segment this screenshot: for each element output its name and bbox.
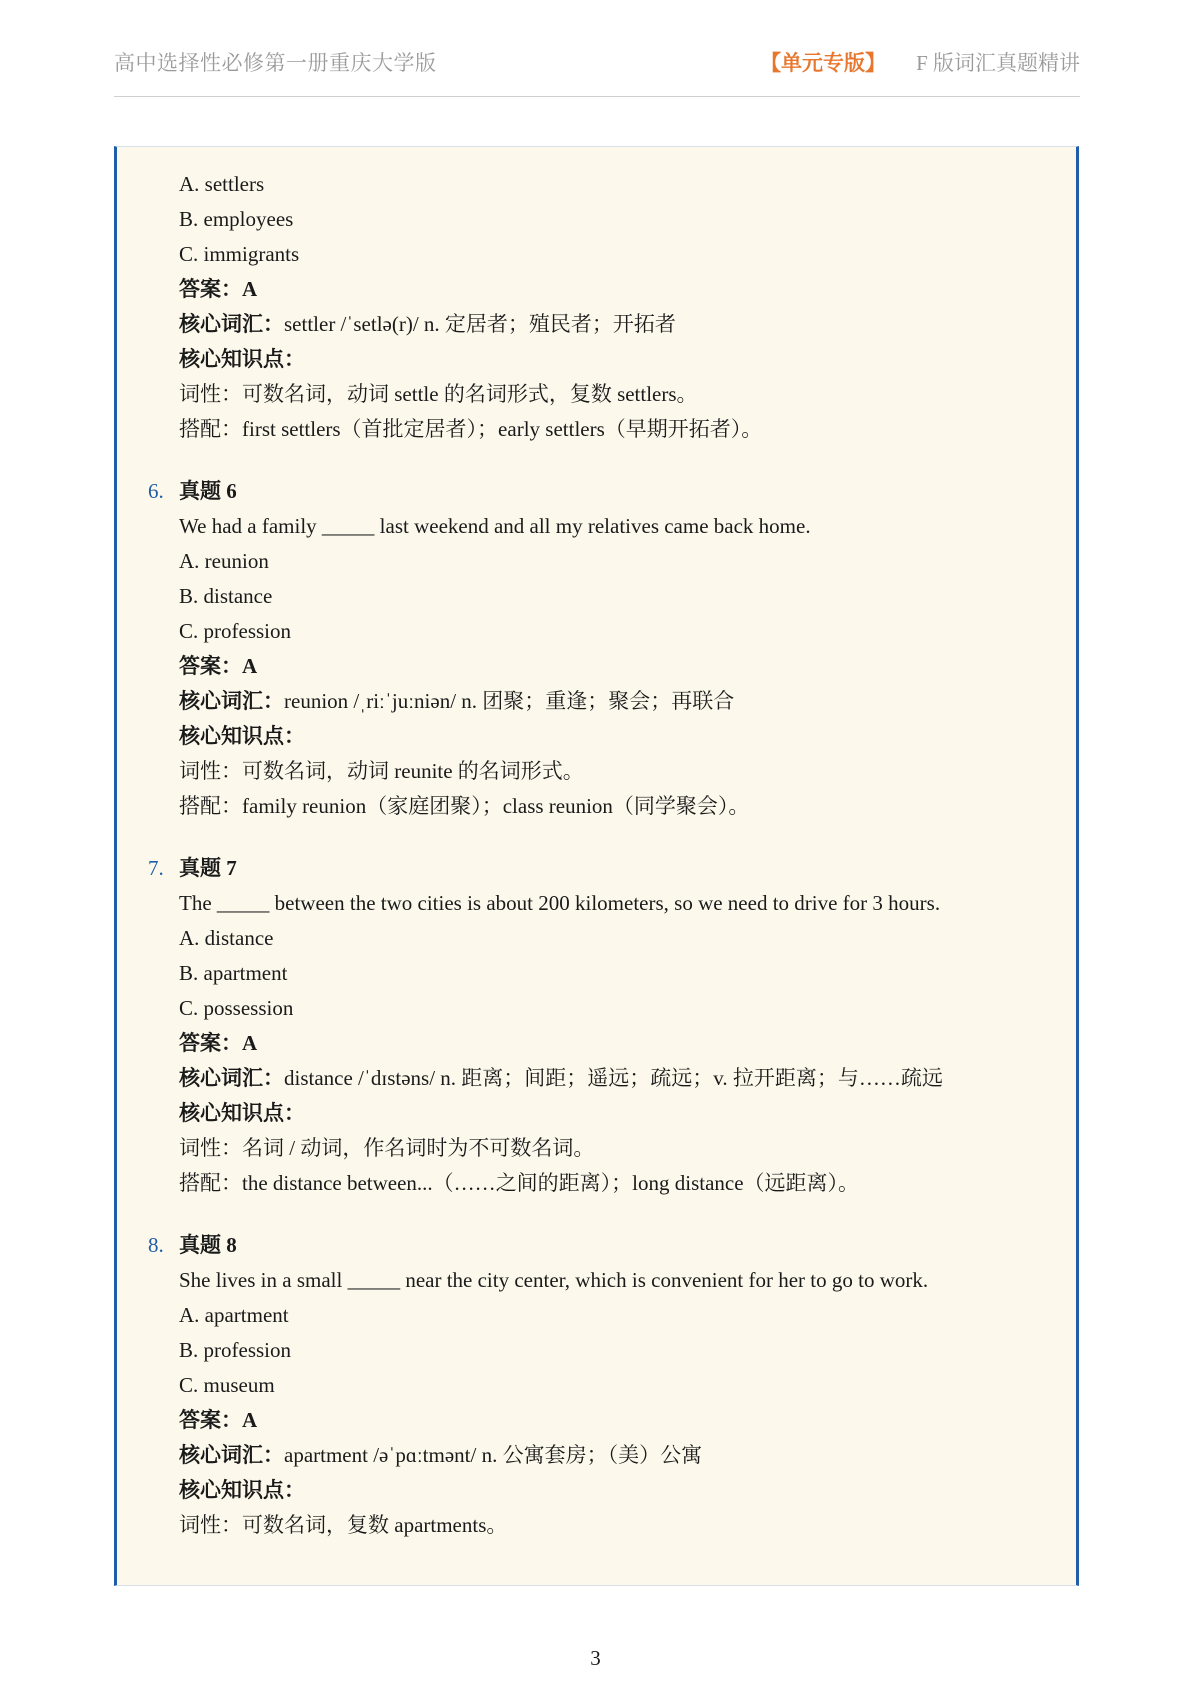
text-line: A. settlers xyxy=(179,172,265,196)
text-line: A. reunion xyxy=(179,549,269,573)
text-line: B. employees xyxy=(179,207,294,231)
core-vocab-label: 核心词汇： xyxy=(179,1066,284,1090)
text-line: 答案：A xyxy=(179,277,258,301)
core-vocab-text: distance /ˈdɪstəns/ n. 距离；间距；遥远；疏远；v. 拉开距离；与……疏远 xyxy=(284,1066,943,1090)
page-number: 3 xyxy=(590,1646,601,1670)
text-line: 词性：可数名词，动词 reunite 的名词形式。 xyxy=(179,759,584,783)
text-line: 词性：可数名词，动词 settle 的名词形式，复数 settlers。 xyxy=(179,382,698,406)
text-line: The _____ between the two cities is about 200 kilometers, so we need to drive for 3 hours. xyxy=(179,891,941,915)
core-vocab-text: reunion /ˌriːˈjuːniən/ n. 团聚；重逢；聚会；再联合 xyxy=(284,689,735,713)
text-line xyxy=(179,686,734,716)
text-line: 搭配：the distance between...（……之间的距离）；long distance（远距离）。 xyxy=(179,1171,860,1195)
text-line: She lives in a small _____ near the city center, which is convenient for her to go to work. xyxy=(179,1268,929,1292)
text-line: B. profession xyxy=(179,1338,291,1362)
text-line: 答案：A xyxy=(179,1031,258,1055)
text-line xyxy=(179,1063,943,1093)
question-number: 7. xyxy=(148,856,164,880)
book-title: 高中选择性必修第一册重庆大学版 xyxy=(114,51,437,75)
core-vocab-label: 核心词汇： xyxy=(179,689,284,713)
text-line xyxy=(179,309,676,339)
text-line: A. apartment xyxy=(179,1303,289,1327)
core-vocab-label: 核心词汇： xyxy=(179,312,284,336)
text-line: C. profession xyxy=(179,619,291,643)
text-line: B. distance xyxy=(179,584,273,608)
text-line: 核心知识点： xyxy=(179,1478,305,1502)
text-line: C. immigrants xyxy=(179,242,300,266)
text-line: 核心知识点： xyxy=(179,1101,305,1125)
text-line: 词性：可数名词，复数 apartments。 xyxy=(179,1513,508,1537)
text-line: 核心知识点： xyxy=(179,347,305,371)
question-number: 6. xyxy=(148,479,164,503)
text-line: 答案：A xyxy=(179,1408,258,1432)
text-line: 词性：名词 / 动词，作名词时为不可数名词。 xyxy=(179,1136,595,1160)
text-line: C. museum xyxy=(179,1373,275,1397)
text-line: C. possession xyxy=(179,996,294,1020)
question-title: 真题 8 xyxy=(179,1233,237,1257)
core-vocab-text: settler /ˈsetlə(r)/ n. 定居者；殖民者；开拓者 xyxy=(284,312,676,336)
text-line: B. apartment xyxy=(179,961,288,985)
text-line: A. distance xyxy=(179,926,274,950)
text-line: 核心知识点： xyxy=(179,724,305,748)
question-card xyxy=(114,146,1079,1586)
text-line: 答案：A xyxy=(179,654,258,678)
edition-badge: 【单元专版】 xyxy=(760,51,887,75)
header-right xyxy=(760,47,1080,77)
text-line: 搭配：first settlers（首批定居者）；early settlers（早期开拓者）。 xyxy=(179,417,763,441)
text-line xyxy=(179,1440,702,1470)
core-vocab-label: 核心词汇： xyxy=(179,1443,284,1467)
question-number: 8. xyxy=(148,1233,164,1257)
question-title: 真题 6 xyxy=(179,479,237,503)
text-line: We had a family _____ last weekend and all my relatives came back home. xyxy=(179,514,811,538)
page-header xyxy=(114,44,1080,97)
section-title: F 版词汇真题精讲 xyxy=(916,51,1080,75)
text-line: 搭配：family reunion（家庭团聚）；class reunion（同学聚会）。 xyxy=(179,794,750,818)
question-title: 真题 7 xyxy=(179,856,237,880)
core-vocab-text: apartment /əˈpɑːtmənt/ n. 公寓套房；（美）公寓 xyxy=(284,1443,703,1467)
